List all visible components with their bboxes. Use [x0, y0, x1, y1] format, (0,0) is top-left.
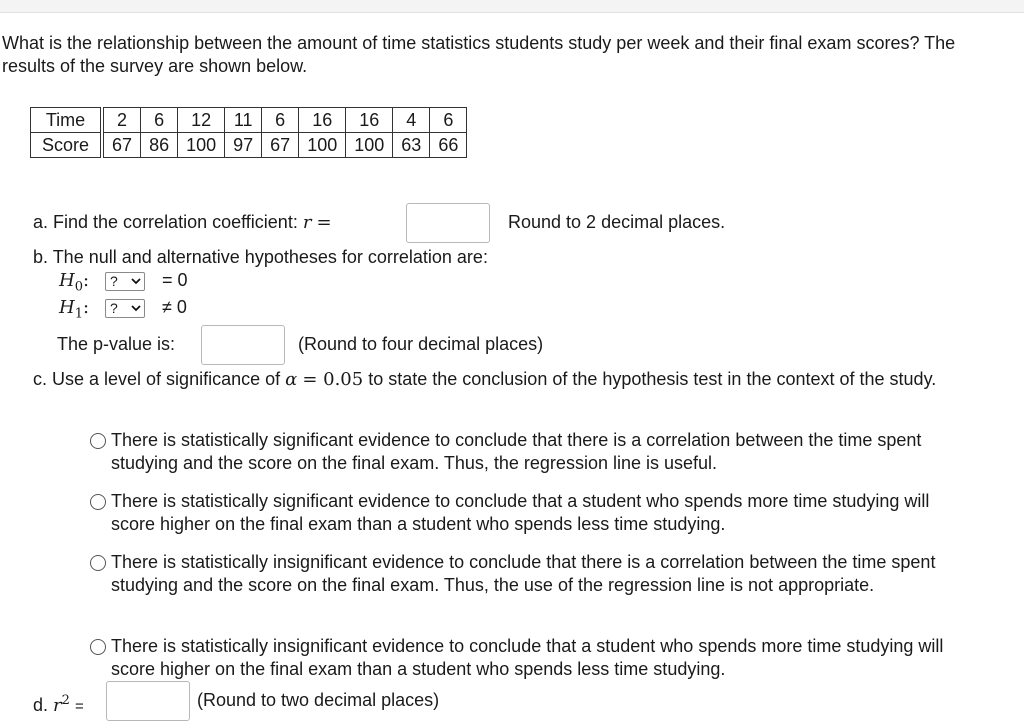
table-cell: 2: [102, 108, 141, 133]
table-cell: 67: [102, 133, 141, 158]
part-c-label: [33, 368, 973, 391]
row-label-time: Time: [31, 108, 103, 133]
part-d-instruction: (Round to two decimal places): [197, 690, 440, 710]
r-symbol: r: [302, 212, 312, 233]
h1-symbol: H: [59, 297, 75, 318]
table-cell: 6: [430, 108, 467, 133]
r-squared-exponent: 2: [61, 693, 70, 708]
h1-colon: :: [82, 297, 90, 318]
h0-label: [59, 269, 89, 299]
h1-parameter-select[interactable]: [105, 299, 145, 318]
pvalue-instruction: (Round to four decimal places): [298, 334, 544, 354]
chevron-down-icon: [131, 273, 141, 296]
table-cell: 100: [346, 133, 393, 158]
data-table: [30, 107, 467, 158]
radio-button[interactable]: [90, 639, 106, 655]
chevron-down-icon: [131, 300, 141, 323]
conclusion-option-1[interactable]: [90, 429, 970, 475]
table-cell: 66: [430, 133, 467, 158]
h0-symbol: H: [59, 270, 75, 291]
option-text: There is statistically insignificant evidence to conclude that there is a correlation between the time spent studying and the score on the final exam. Thus, the use of the regression line is not appropriate.: [111, 552, 936, 595]
alpha-symbol: α: [285, 369, 298, 390]
table-cell: 6: [141, 108, 178, 133]
table-cell: 67: [262, 133, 299, 158]
part-a-label: [33, 211, 332, 234]
top-bar: [0, 0, 1024, 13]
radio-button[interactable]: [90, 555, 106, 571]
h1-select-value: ?: [110, 300, 118, 316]
table-cell: 16: [346, 108, 393, 133]
h0-colon: :: [82, 270, 90, 291]
table-cell: 63: [393, 133, 430, 158]
table-cell: 100: [178, 133, 225, 158]
equals-sign: =: [316, 212, 332, 233]
correlation-input[interactable]: [406, 203, 490, 243]
part-d-text: d.: [33, 695, 49, 715]
table-cell: 100: [299, 133, 346, 158]
table-row-time: [31, 108, 467, 133]
conclusion-option-2[interactable]: [90, 490, 970, 536]
r-squared-symbol: r: [53, 695, 62, 716]
r-squared-input[interactable]: [106, 681, 190, 721]
part-a-instruction: Round to 2 decimal places.: [508, 212, 726, 232]
h0-relation: = 0: [162, 270, 188, 290]
conclusion-option-3[interactable]: [90, 551, 970, 597]
table-cell: 11: [225, 108, 262, 133]
question-intro: What is the relationship between the amount of time statistics students study per week and their final exam scores? The results of the survey are shown below.: [2, 33, 956, 76]
conclusion-option-4[interactable]: [90, 635, 970, 681]
option-text: There is statistically insignificant evidence to conclude that a student who spends more time studying will score higher on the final exam than a student who spends less time studying.: [111, 636, 944, 679]
option-text: There is statistically significant evidence to conclude that a student who spends more time studying will score higher on the final exam than a student who spends less time studying.: [111, 491, 930, 534]
option-text: There is statistically significant evidence to conclude that there is a correlation between the time spent studying and the score on the final exam. Thus, the regression line is useful.: [111, 430, 922, 473]
pvalue-label: The p-value is:: [57, 334, 176, 354]
part-b-label: b. The null and alternative hypotheses for correlation are:: [33, 247, 488, 267]
table-cell: 16: [299, 108, 346, 133]
h1-relation: ≠ 0: [162, 297, 187, 317]
part-d-label: [33, 689, 84, 718]
part-a-text: a. Find the correlation coefficient:: [33, 212, 298, 232]
equals-sign: =: [74, 698, 84, 715]
table-cell: 86: [141, 133, 178, 158]
table-cell: 4: [393, 108, 430, 133]
alpha-value: = 0.05: [302, 369, 364, 390]
row-label-score: Score: [31, 133, 103, 158]
part-c-text-post: to state the conclusion of the hypothesis test in the context of the study.: [368, 369, 937, 389]
table-cell: 6: [262, 108, 299, 133]
table-row-score: [31, 133, 467, 158]
h0-select-value: ?: [110, 273, 118, 289]
h1-subscript: 1: [74, 306, 83, 322]
part-c-text-pre: c. Use a level of significance of: [33, 369, 281, 389]
h1-label: [59, 296, 89, 326]
radio-button[interactable]: [90, 433, 106, 449]
h0-subscript: 0: [74, 279, 83, 295]
pvalue-input[interactable]: [201, 325, 285, 365]
table-cell: 97: [225, 133, 262, 158]
radio-button[interactable]: [90, 494, 106, 510]
table-cell: 12: [178, 108, 225, 133]
h0-parameter-select[interactable]: [105, 272, 145, 291]
